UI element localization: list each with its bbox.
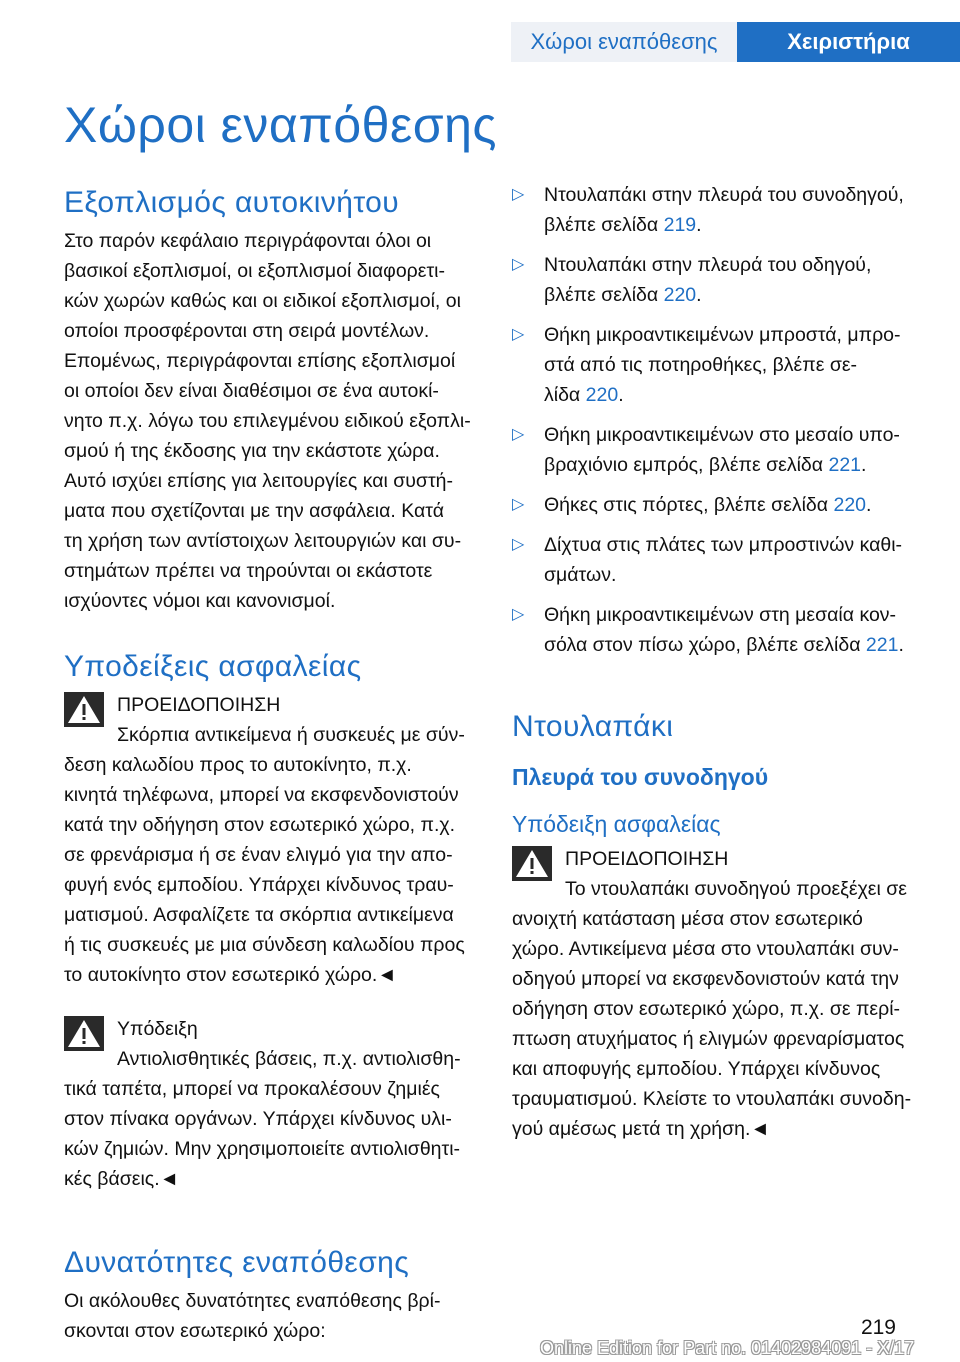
page-reference-link[interactable]: 221 — [828, 454, 862, 476]
warning-triangle-icon — [64, 692, 104, 727]
list-item-line: Θήκη μικροαντικειμένων στη μεσαία κον‐ — [544, 604, 897, 626]
glovebox-warning-block — [512, 844, 926, 1144]
list-item-line: Θήκη μικροαντικειμένων μπροστά, μπρο‐ — [544, 324, 901, 346]
text-line: γού αμέσως μετά τη χρήση.◄ — [512, 1118, 770, 1140]
storage-list-item — [512, 490, 926, 520]
list-item-end: . — [866, 494, 872, 516]
list-item-end: . — [898, 634, 904, 656]
glovebox-warning-text — [512, 874, 926, 1144]
text-line: χώρο. Αντικείμενα μέσα στο ντουλαπάκι συν‐ — [512, 938, 899, 960]
text-line: βασικοί εξοπλισμοί, οι εξοπλισμοί διαφορετι‐ — [64, 260, 445, 282]
bullet-triangle-icon: ▷ — [512, 606, 525, 623]
text-line: κατά την οδήγηση στον εσωτερικό χώρο, π.χ. — [64, 814, 456, 836]
text-line: κινητά τηλέφωνα, μπορεί να εκσφενδονιστούν — [64, 784, 459, 806]
list-item-end: . — [861, 454, 867, 476]
chapter-tab[interactable]: Χειριστήρια — [737, 22, 960, 62]
section-tab[interactable]: Χώροι εναπόθεσης — [511, 22, 737, 62]
text-line: οδήγηση στον εσωτερικό χώρο, π.χ. σε περί‐ — [512, 998, 901, 1020]
page-reference-link[interactable]: 220 — [833, 494, 867, 516]
notice-block — [64, 1014, 476, 1194]
bullet-triangle-icon: ▷ — [512, 496, 525, 513]
text-line: στον πίνακα οργάνων. Υπάρχει κίνδυνος υλι‐ — [64, 1108, 452, 1130]
text-line: Αυτό ισχύει επίσης για λειτουργίες και συστή‐ — [64, 470, 454, 492]
text-line: πτωση ατυχήματος ή ελιγμών φρεναρίσματος — [512, 1028, 905, 1050]
page-reference-link[interactable]: 220 — [663, 284, 697, 306]
list-item-line: Δίχτυα στις πλάτες των μπροστινών καθι‐ — [544, 534, 903, 556]
list-item-line: Θήκη μικροαντικειμένων στο μεσαίο υπο‐ — [544, 424, 900, 446]
list-item-line: λίδα — [544, 384, 586, 406]
bullet-triangle-icon: ▷ — [512, 426, 525, 443]
text-line: ματισμού. Ασφαλίζετε τα σκόρπια αντικείμενα — [64, 904, 454, 926]
text-line: Οι ακόλουθες δυνατότητες εναπόθεσης βρί‐ — [64, 1290, 441, 1312]
text-line: σε φρενάρισμα ή σε έναν ελιγμό για την απο‐ — [64, 844, 453, 866]
text-line: κών χωρών καθώς και οι ειδικοί εξοπλισμοί, οι — [64, 290, 461, 312]
list-item-end: . — [696, 284, 702, 306]
glovebox-warning-triangle-icon — [512, 846, 552, 881]
text-line: κές βάσεις.◄ — [64, 1168, 179, 1190]
text-line: τραυματισμού. Κλείστε το ντουλαπάκι συνοδη‐ — [512, 1088, 912, 1110]
bullet-triangle-icon: ▷ — [512, 536, 525, 553]
list-item-line: Θήκες στις πόρτες, βλέπε σελίδα — [544, 494, 834, 516]
page-reference-link[interactable]: 221 — [865, 634, 899, 656]
notice-title: Υπόδειξη — [117, 1018, 198, 1040]
list-item-end: . — [618, 384, 624, 406]
text-line: τικά ταπέτα, μπορεί να προκαλέσουν ζημιές — [64, 1078, 440, 1100]
text-line: στημάτων πρέπει να τηρούνται οι εκάστοτε — [64, 560, 433, 582]
list-item-line: σόλα στον πίσω χώρο, βλέπε σελίδα — [544, 634, 866, 656]
text-line: ή τις συσκευές με μια σύνδεση καλωδίου προς — [64, 934, 465, 956]
storage-list-item — [512, 180, 926, 240]
notice-text — [64, 1044, 476, 1194]
passenger-side-heading: Πλευρά του συνοδηγού — [512, 764, 769, 790]
list-item-line: Ντουλαπάκι στην πλευρά του οδηγού, — [544, 254, 872, 276]
storage-options-heading: Δυνατότητες εναπόθεσης — [64, 1246, 410, 1279]
page-reference-link[interactable]: 219 — [663, 214, 697, 236]
list-item-line: βλέπε σελίδα — [544, 214, 664, 236]
storage-options-text — [64, 1286, 476, 1346]
warning-text — [64, 720, 476, 990]
page-reference-link[interactable]: 220 — [585, 384, 619, 406]
safety-heading: Υποδείξεις ασφαλείας — [64, 650, 362, 683]
list-item-line: Ντουλαπάκι στην πλευρά του συνοδηγού, — [544, 184, 904, 206]
bullet-triangle-icon: ▷ — [512, 256, 525, 273]
text-line: οι οποίοι δεν είναι διαθέσιμοι σε ένα αυτοκί‐ — [64, 380, 439, 402]
text-line: Στο παρόν κεφάλαιο περιγράφονται όλοι οι — [64, 230, 432, 252]
list-item-end: . — [696, 214, 702, 236]
list-item-line: βραχιόνιο εμπρός, βλέπε σελίδα — [544, 454, 829, 476]
edition-footer: Online Edition for Part no. 01402984091 - X/17 — [540, 1338, 915, 1358]
text-line: σκονται στον εσωτερικό χώρο: — [64, 1320, 326, 1342]
text-line: σμού ή της έκδοσης για την εκάστοτε χώρα. — [64, 440, 440, 462]
warning-block — [64, 690, 476, 990]
page-number: 219 — [860, 1316, 896, 1339]
text-line: Επομένως, περιγράφονται επίσης εξοπλισμοί — [64, 350, 456, 372]
safety-note-heading: Υπόδειξη ασφαλείας — [512, 811, 721, 837]
storage-list-item — [512, 320, 926, 410]
text-line: ματα που σχετίζονται με την ασφάλεια. Κατά — [64, 500, 444, 522]
text-line: οδηγού μπορεί να εκσφενδονιστούν κατά την — [512, 968, 899, 990]
storage-list-item — [512, 250, 926, 310]
storage-list-item — [512, 420, 926, 480]
text-line: τη χρήση των αντίστοιχων λειτουργιών και συ‐ — [64, 530, 462, 552]
text-line: οποίοι προσφέρονται στη σειρά μοντέλων. — [64, 320, 430, 342]
page-title: Χώροι εναπόθεσης — [64, 97, 497, 153]
text-line: ανοιχτή κατάσταση μέσα στον εσωτερικό — [512, 908, 863, 930]
notice-triangle-icon — [64, 1016, 104, 1051]
storage-list — [512, 180, 926, 660]
equipment-text — [64, 226, 476, 616]
text-line: και αποφυγής εμποδίου. Υπάρχει κίνδυνος — [512, 1058, 881, 1080]
text-line: Το ντουλαπάκι συνοδηγού προεξέχει σε — [565, 878, 907, 900]
glovebox-warning-title: ΠΡΟΕΙΔΟΠΟΙΗΣΗ — [565, 848, 729, 870]
text-line: το αυτοκίνητο στον εσωτερικό χώρο.◄ — [64, 964, 397, 986]
text-line: Αντιολισθητικές βάσεις, π.χ. αντιολισθη‐ — [117, 1048, 461, 1070]
text-line: κών ζημιών. Μην χρησιμοποιείτε αντιολισθητι‐ — [64, 1138, 461, 1160]
storage-list-item — [512, 530, 926, 590]
bullet-triangle-icon: ▷ — [512, 186, 525, 203]
equipment-heading: Εξοπλισμός αυτοκινήτου — [64, 186, 400, 219]
text-line: Σκόρπια αντικείμενα ή συσκευές με σύν‐ — [117, 724, 465, 746]
list-item-line: βλέπε σελίδα — [544, 284, 664, 306]
text-line: δεση καλωδίου προς το αυτοκίνητο, π.χ. — [64, 754, 412, 776]
list-item-line: στά από τις ποτηροθήκες, βλέπε σε‐ — [544, 354, 858, 376]
text-line: ισχύοντες νόμοι και κανονισμοί. — [64, 590, 336, 612]
list-item-line: σμάτων. — [544, 564, 617, 586]
bullet-triangle-icon: ▷ — [512, 326, 525, 343]
glovebox-heading: Ντουλαπάκι — [512, 710, 674, 743]
header-bar — [0, 0, 960, 62]
storage-list-item — [512, 600, 926, 660]
text-line: νητο π.χ. λόγω του επιλεγμένου ειδικού εξοπλι‐ — [64, 410, 471, 432]
right-column — [512, 180, 926, 1144]
text-line: φυγή ενός εμποδίου. Υπάρχει κίνδυνος τραυ‐ — [64, 874, 454, 896]
warning-title: ΠΡΟΕΙΔΟΠΟΙΗΣΗ — [117, 694, 281, 716]
left-column — [64, 186, 476, 1346]
